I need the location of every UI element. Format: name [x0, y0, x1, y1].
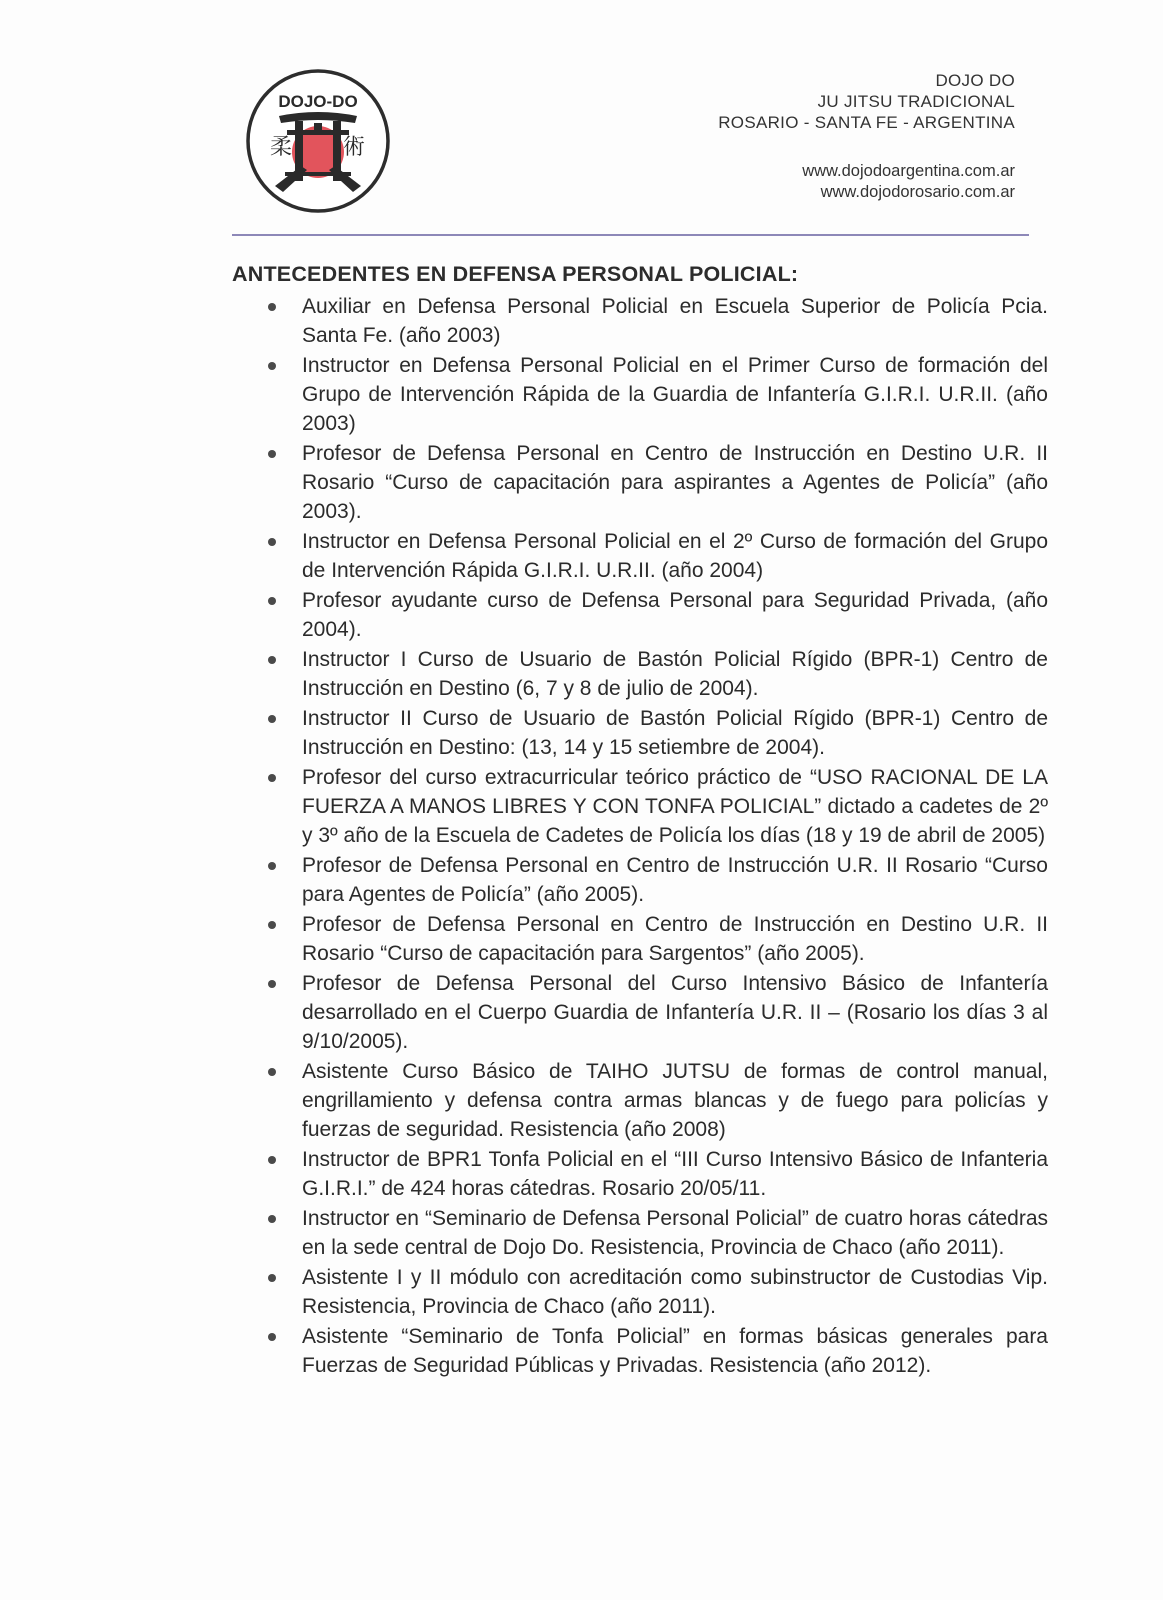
list-item: [262, 1322, 1048, 1380]
list-item-text: Instructor de BPR1 Tonfa Policial en el “III Curso Intensivo Básico de Infanteria G.I.R.I.” de 424 horas cátedras. Rosario 20/05/11.: [302, 1148, 1048, 1200]
bullet-icon: [268, 538, 276, 546]
website-link: www.dojodoargentina.com.ar: [802, 162, 1015, 180]
list-item-text: Profesor del curso extracurricular teórico práctico de “USO RACIONAL DE LA FUERZA A MANOS LIBRES Y CON TONFA POLICIAL” dictado a cadetes de 2º y 3º año de la Escuela de Cadetes de Policía los días (18 y 19 de abril de 2005): [302, 766, 1048, 847]
list-item: [262, 645, 1048, 703]
org-name: DOJO DO: [935, 71, 1015, 90]
logo-kanji-right: 術: [343, 135, 366, 160]
bullet-icon: [268, 862, 276, 870]
org-location: ROSARIO - SANTA FE - ARGENTINA: [718, 113, 1015, 132]
list-item: [262, 1145, 1048, 1203]
list-item-text: Instructor en Defensa Personal Policial en el Primer Curso de formación del Grupo de Intervención Rápida de la Guardia de Infantería G.I.R.I. U.R.II. (año 2003): [302, 354, 1048, 435]
bullet-icon: [268, 1068, 276, 1076]
list-item: [262, 1263, 1048, 1321]
website-link: www.dojodorosario.com.ar: [820, 183, 1015, 201]
list-item-text: Profesor de Defensa Personal en Centro de Instrucción en Destino U.R. II Rosario “Curso de capacitación para Sargentos” (año 2005).: [302, 913, 1048, 965]
bullet-icon: [268, 303, 276, 311]
bullet-icon: [268, 921, 276, 929]
bullet-icon: [268, 656, 276, 664]
bullet-icon: [268, 774, 276, 782]
list-item: [262, 704, 1048, 762]
bullet-icon: [268, 1215, 276, 1223]
list-item: [262, 292, 1048, 350]
list-item: [262, 1204, 1048, 1262]
list-item-text: Profesor de Defensa Personal del Curso Intensivo Básico de Infantería desarrollado en el Cuerpo Guardia de Infantería U.R. II – (Rosario los días 3 al 9/10/2005).: [302, 972, 1048, 1053]
list-item-text: Asistente “Seminario de Tonfa Policial” en formas básicas generales para Fuerzas de Seguridad Públicas y Privadas. Resistencia (año 2012).: [302, 1325, 1048, 1377]
list-item-text: Profesor de Defensa Personal en Centro de Instrucción en Destino U.R. II Rosario “Curso de capacitación para aspirantes a Agentes de Policía” (año 2003).: [302, 442, 1048, 523]
list-item-text: Asistente I y II módulo con acreditación como subinstructor de Custodias Vip. Resistencia, Provincia de Chaco (año 2011).: [302, 1266, 1048, 1318]
bullet-icon: [268, 597, 276, 605]
logo-kanji-left: 柔: [270, 135, 293, 160]
list-item: [262, 527, 1048, 585]
list-item-text: Instructor II Curso de Usuario de Bastón Policial Rígido (BPR-1) Centro de Instrucción en Destino: (13, 14 y 15 setiembre de 2004).: [302, 707, 1048, 759]
bullet-icon: [268, 362, 276, 370]
bullet-icon: [268, 1333, 276, 1341]
bullet-icon: [268, 715, 276, 723]
list-item-text: Auxiliar en Defensa Personal Policial en Escuela Superior de Policía Pcia. Santa Fe. (año 2003): [302, 295, 1048, 347]
antecedents-list: [262, 292, 1048, 1381]
list-item: [262, 851, 1048, 909]
list-item: [262, 439, 1048, 526]
section-title: ANTECEDENTES EN DEFENSA PERSONAL POLICIAL:: [232, 262, 799, 286]
list-item: [262, 1057, 1048, 1144]
list-item: [262, 969, 1048, 1056]
list-item: [262, 910, 1048, 968]
websites: [802, 161, 1015, 203]
bullet-icon: [268, 1274, 276, 1282]
list-item: [262, 351, 1048, 438]
bullet-icon: [268, 450, 276, 458]
list-item-text: Instructor en “Seminario de Defensa Personal Policial” de cuatro horas cátedras en la sede central de Dojo Do. Resistencia, Provincia de Chaco (año 2011).: [302, 1207, 1048, 1259]
list-item-text: Profesor de Defensa Personal en Centro de Instrucción U.R. II Rosario “Curso para Agentes de Policía” (año 2005).: [302, 854, 1048, 906]
header-divider: [232, 234, 1029, 236]
list-item-text: Profesor ayudante curso de Defensa Personal para Seguridad Privada, (año 2004).: [302, 589, 1048, 641]
logo-title: DOJO-DO: [278, 92, 358, 111]
bullet-icon: [268, 980, 276, 988]
organization-info: [718, 70, 1015, 133]
list-item: [262, 763, 1048, 850]
list-item-text: Instructor en Defensa Personal Policial en el 2º Curso de formación del Grupo de Intervención Rápida G.I.R.I. U.R.II. (año 2004): [302, 530, 1048, 582]
list-item-text: Instructor I Curso de Usuario de Bastón Policial Rígido (BPR-1) Centro de Instrucción en Destino (6, 7 y 8 de julio de 2004).: [302, 648, 1048, 700]
list-item: [262, 586, 1048, 644]
dojo-do-logo: [245, 68, 391, 214]
list-item-text: Asistente Curso Básico de TAIHO JUTSU de formas de control manual, engrillamiento y defensa contra armas blancas y de fuego para policías y fuerzas de seguridad. Resistencia (año 2008): [302, 1060, 1048, 1141]
bullet-icon: [268, 1156, 276, 1164]
org-discipline: JU JITSU TRADICIONAL: [817, 92, 1015, 111]
